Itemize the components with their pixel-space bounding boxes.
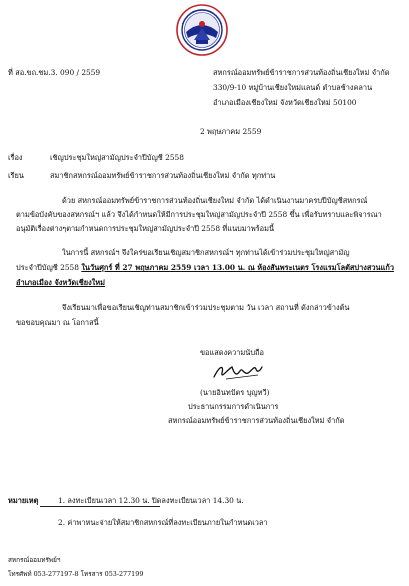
meeting-intro: ประจำปีบัญชี 2558 xyxy=(16,263,82,272)
paragraph-1-line-3: อนุมัติเรื่องต่างๆตามกำหนดการประชุมใหญ่สามัญประจำปี 2558 ที่แนบมาพร้อมนี้ xyxy=(16,224,275,233)
paragraph-3-line-1: จึงเรียนมาเพื่อขอเรียนเชิญท่านสมาชิกเข้าร่วมประชุมตาม วัน เวลา สถานที่ ดังกล่าวข้างต้น xyxy=(62,303,350,312)
sender-address-line1: 330/9-10 หมู่บ้านเชียงใหม่แลนด์ ตำบลช้างคลาน xyxy=(213,83,373,92)
recipient-text: สมาชิกสหกรณ์ออมทรัพย์ข้าราชการส่วนท้องถิ่นเชียงใหม่ จำกัด ทุกท่าน xyxy=(50,171,276,180)
recipient-label: เรียน xyxy=(8,171,24,180)
notes-label: หมายเหตุ xyxy=(8,496,39,505)
paragraph-1-line-2: ตามข้อบังคับของสหกรณ์ฯ แล้ว จึงได้กำหนดให้มีการประชุมใหญ่สามัญประจำปี 2558 ขึ้น เพื่อรับทราบและพิจารณา xyxy=(16,210,382,219)
note-1: 1. ลงทะเบียนเวลา 12.30 น. ปิดลงทะเบียนเวลา 14.30 น. xyxy=(58,496,244,505)
paragraph-2-line-2 xyxy=(16,263,394,272)
paragraph-1-line-1: ด้วย สหกรณ์ออมทรัพย์ข้าราชการส่วนท้องถิ่นเชียงใหม่ จำกัด ได้ดำเนินงานมาครบปีบัญชีสหกรณ์ xyxy=(62,196,368,205)
sender-name: สหกรณ์ออมทรัพย์ข้าราชการส่วนท้องถิ่นเชียงใหม่ จำกัด xyxy=(213,68,390,77)
subject-text: เชิญประชุมใหญ่สามัญประจำปีบัญชี 2558 xyxy=(50,153,184,162)
note-2: 2. ค่าพาหนะจ่ายให้สมาชิกสหกรณ์ที่ลงทะเบียนภายในกำหนดเวลา xyxy=(58,518,268,527)
paragraph-2-line-1: ในการนี้ สหกรณ์ฯ จึงใคร่ขอเรียนเชิญสมาชิกสหกรณ์ฯ ทุกท่านได้เข้าร่วมประชุมใหญ่สามัญ xyxy=(62,248,350,257)
sender-address-line2: อำเภอเมืองเชียงใหม่ จังหวัดเชียงใหม่ 50100 xyxy=(213,98,357,107)
meeting-location: อำเภอเมือง จังหวัดเชียงใหม่ xyxy=(16,278,106,287)
signer-title: ประธานกรรมการดำเนินการ xyxy=(188,402,279,411)
document-number: ที่ สอ.ขถ.ชม.3. 090 / 2559 xyxy=(8,68,101,77)
subject-label: เรื่อง xyxy=(8,153,23,162)
signer-name: (นายอินทปัตร บุญทวี) xyxy=(200,388,270,397)
footer-phone: โทรศัพท์ 053-277197-8 โทรสาร 053-277199 xyxy=(8,570,144,578)
signer-organization: สหกรณ์ออมทรัพย์ข้าราชการส่วนท้องถิ่นเชียงใหม่ จำกัด xyxy=(168,416,345,425)
signature-icon xyxy=(212,361,264,383)
paragraph-3-line-2: ขอขอบคุณมา ณ โอกาสนี้ xyxy=(16,318,99,327)
meeting-datetime-venue: ในวันศุกร์ ที่ 27 พฤษภาคม 2559 เวลา 13.00 น. ณ ห้องสันพระเนตร โรงแรมโลตัสปางสวนแก้ว xyxy=(81,263,394,272)
footer-org: สหกรณ์ออมทรัพย์ฯ xyxy=(8,556,61,564)
organization-seal-icon xyxy=(176,4,228,56)
notes-divider xyxy=(40,506,160,507)
closing-text: ขอแสดงความนับถือ xyxy=(200,348,264,357)
letter-date: 2 พฤษภาคม 2559 xyxy=(200,127,262,136)
